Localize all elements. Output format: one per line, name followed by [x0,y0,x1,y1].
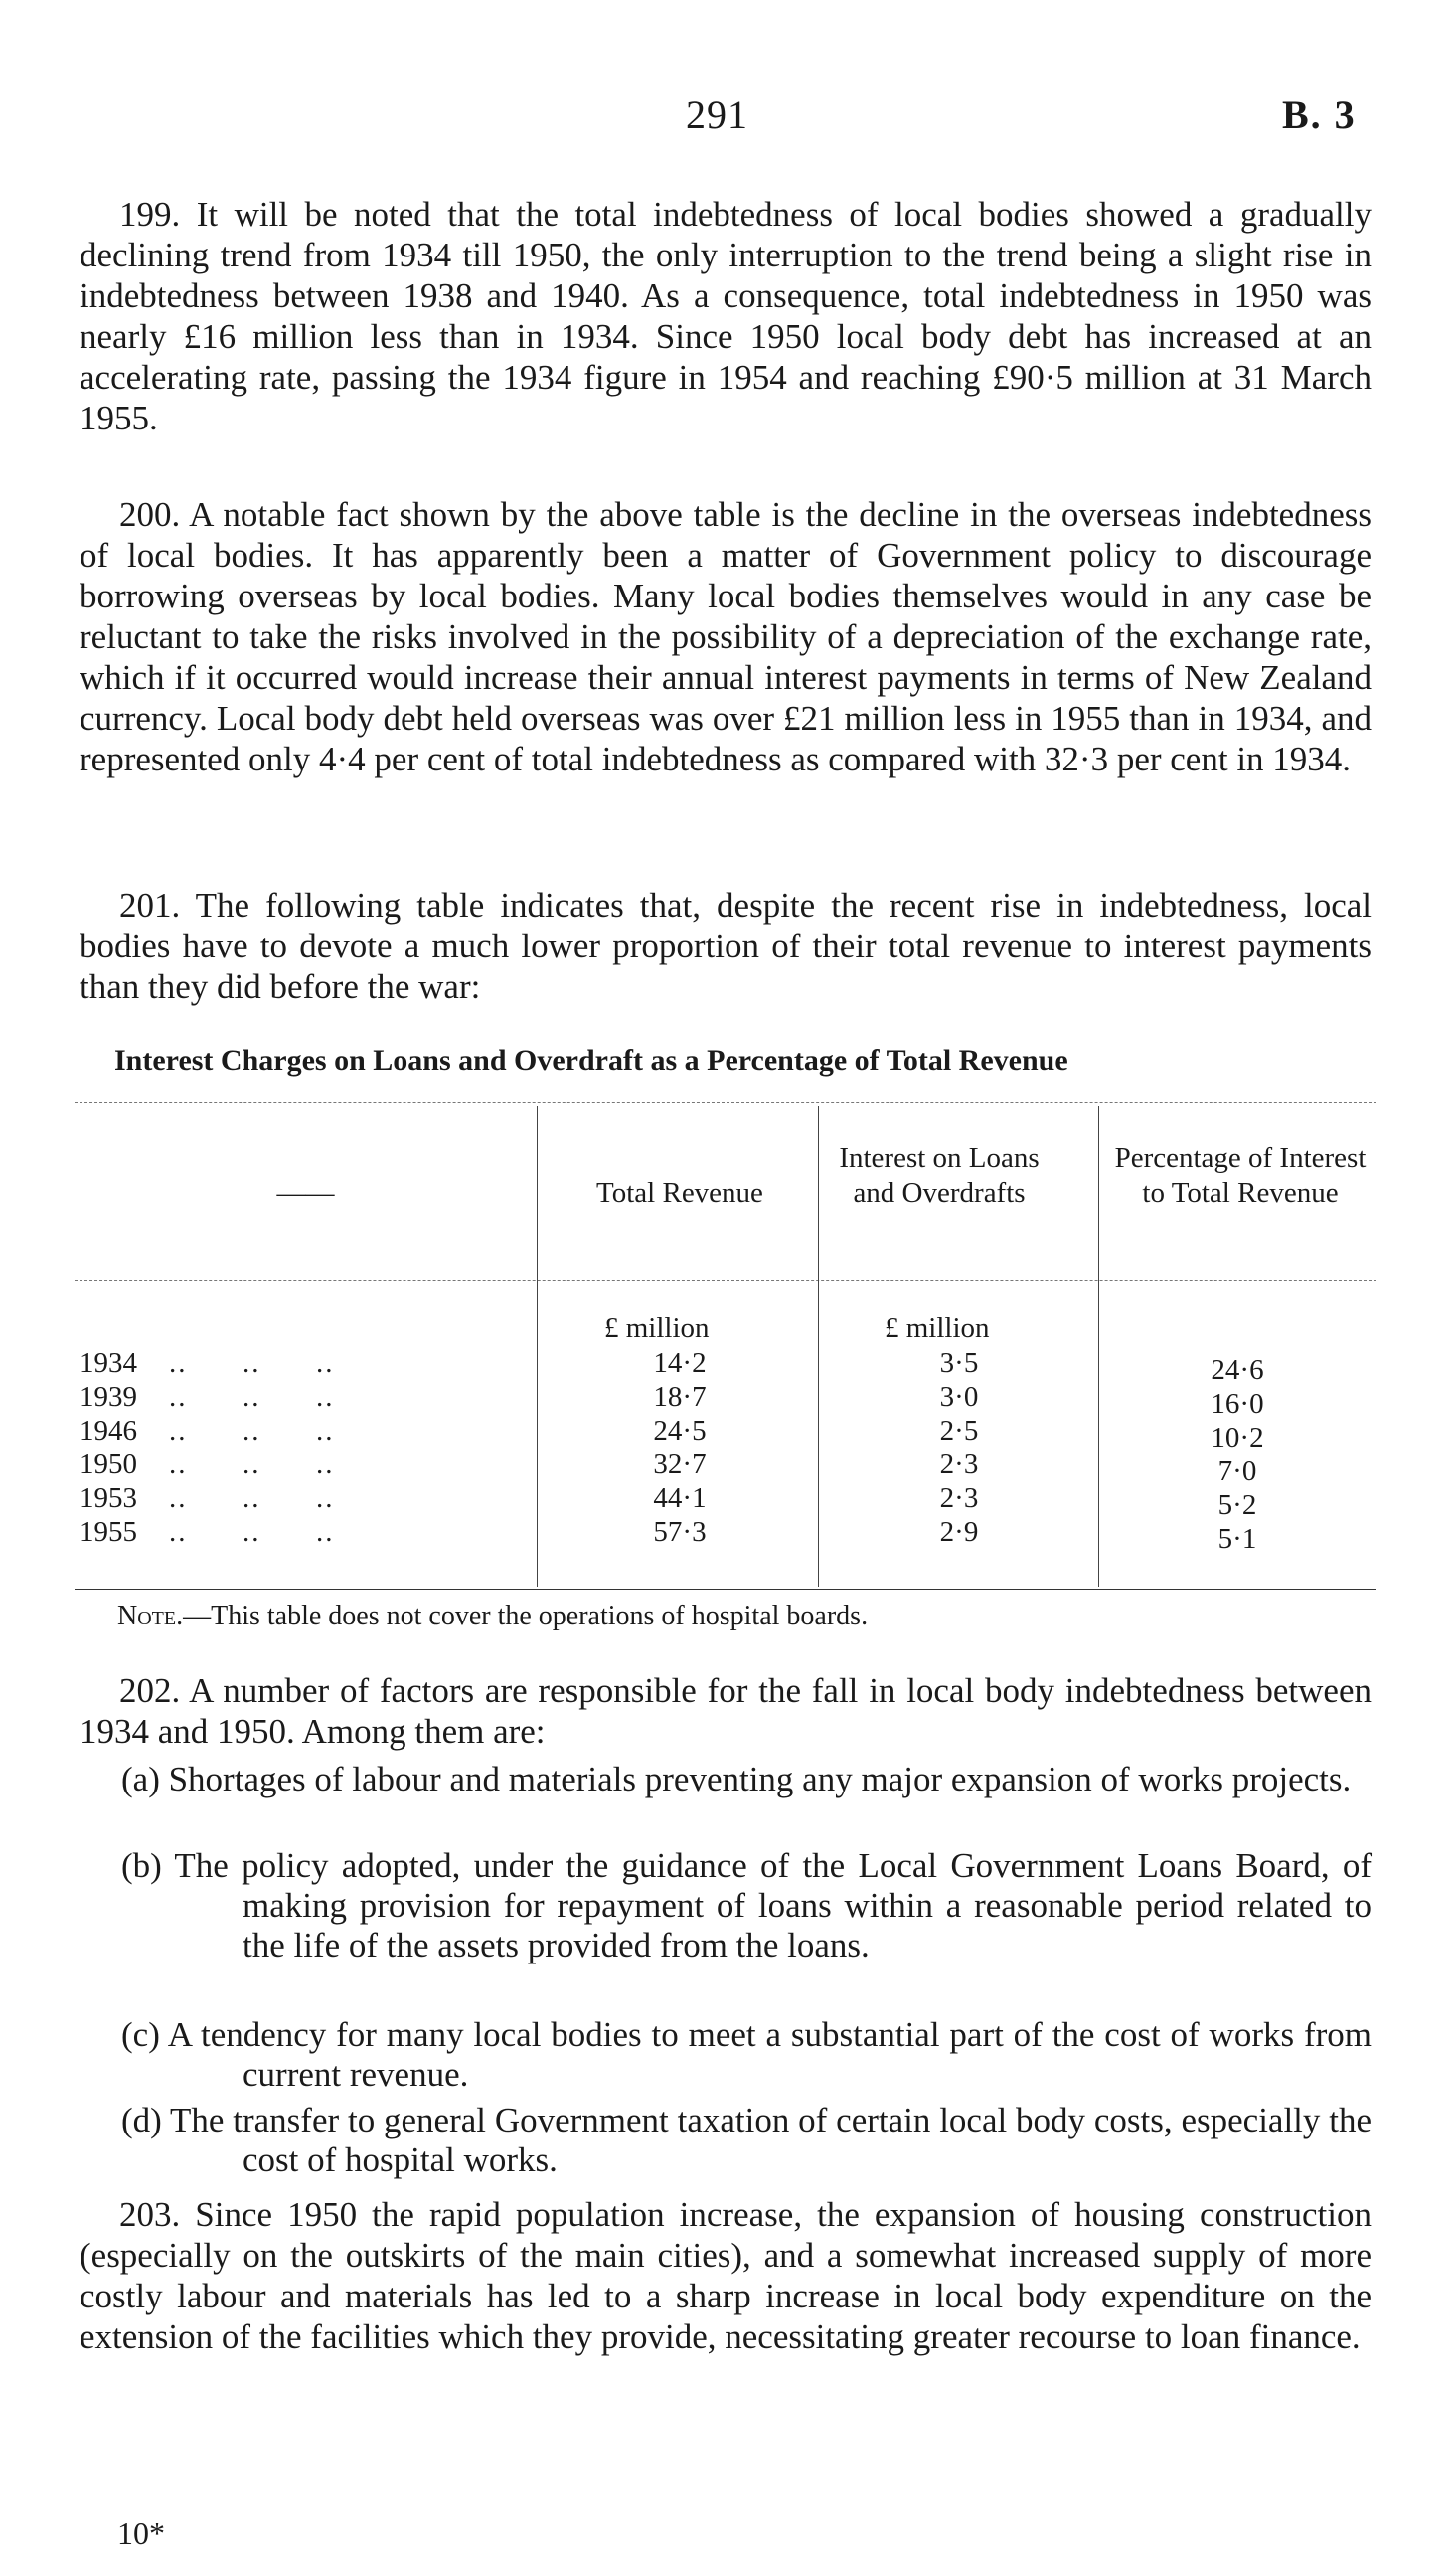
dot-leader: .. .. .. [169,1482,335,1514]
row-revenue: 44·1 [653,1482,707,1514]
row-revenue: 14·2 [653,1347,707,1379]
row-percentage: 7·0 [1217,1455,1257,1487]
factor-item: (a) Shortages of labour and materials preventing any major expansion of works projects. [121,1760,1352,1798]
paragraph-199: 199. It will be noted that the total indebtedness of local bodies showed a gradually declining trend from 1934 till 1950, the only interruption to the trend being a slight rise in indebtedness between 1938 and 1940. As a consequence, total indebtedness in 1950 was nearly £16 million less than in 1934. Since 1950 local body debt has increased at an accelerating rate, passing the 1934 figure in 1954 and reaching £90·5 million at 31 March 1955. [80,195,1372,437]
row-year: 1946 [80,1415,137,1447]
column-divider [1098,1106,1099,1587]
paragraph-201: 201. The following table indicates that, despite the recent rise in indebtedness, local bodies have to devote a much lower proportion of their total revenue to interest payments than they did before the war: [80,886,1372,1006]
dot-leader: .. .. .. [169,1449,335,1480]
table-header-rule [75,1280,1376,1281]
row-year: 1939 [80,1381,137,1413]
row-percentage: 5·2 [1217,1489,1257,1521]
footer-signature: 10* [117,2515,165,2551]
row-revenue: 32·7 [653,1449,707,1480]
row-interest: 2·3 [939,1482,979,1514]
column-divider [818,1106,819,1587]
paragraph-203: 203. Since 1950 the rapid population increase, the expansion of housing construction (especially on the outskirts of the main cities), and a somewhat increased supply of more costly labour and materials has led to a sharp increase in local body expenditure on the extension of the facilities which they provide, necessitating greater recourse to loan finance. [80,2195,1372,2356]
table-title: Interest Charges on Loans and Overdraft as a Percentage of Total Revenue [114,1044,1068,1077]
table-note [117,1601,868,1632]
row-percentage: 24·6 [1211,1354,1264,1386]
table-bottom-rule [75,1589,1376,1590]
dot-leader: .. .. .. [169,1381,335,1413]
row-revenue: 57·3 [653,1516,707,1548]
row-year: 1953 [80,1482,137,1514]
row-percentage: 16·0 [1211,1388,1264,1420]
header-blank: —— [276,1177,335,1209]
dot-leader: .. .. .. [169,1516,335,1548]
factor-item: (d) The transfer to general Government taxation of certain local body costs, especially the cost of hospital works. [121,2101,1372,2179]
unit-interest: £ million [885,1312,990,1344]
row-revenue: 24·5 [653,1415,707,1447]
row-revenue: 18·7 [653,1381,707,1413]
document-reference: B. 3 [1282,92,1357,137]
row-interest: 3·0 [939,1381,979,1413]
row-year: 1950 [80,1449,137,1480]
note-label: Note. [117,1601,184,1631]
factor-item: (b) The policy adopted, under the guidance of the Local Government Loans Board, of making provision for repayment of loans within a reasonable period related to the life of the assets provided from the loans. [121,1846,1372,1964]
row-year: 1934 [80,1347,137,1379]
row-percentage: 5·1 [1217,1523,1257,1555]
dot-leader: .. .. .. [169,1415,335,1447]
paragraph-200: 200. A notable fact shown by the above table is the decline in the overseas indebtedness of local bodies. It has apparently been a matter of Government policy to discourage borrowing overseas by local bodies. Many local bodies themselves would in any case be reluctant to take the risks involved in the possibility of a depreciation of the exchange rate, which if it occurred would increase their annual interest payments in terms of New Zealand currency. Local body debt held overseas was over £21 million less in 1955 than in 1934, and represented only 4·4 per cent of total indebtedness as compared with 32·3 per cent in 1934. [80,495,1372,778]
header-interest: Interest on Loans and Overdrafts [839,1142,1040,1209]
table-top-rule [75,1102,1376,1103]
header-percentage: Percentage of Interest to Total Revenue [1114,1142,1367,1209]
row-interest: 2·5 [939,1415,979,1447]
column-divider [537,1106,538,1587]
factor-item: (c) A tendency for many local bodies to meet a substantial part of the cost of works from current revenue. [121,2015,1372,2094]
row-interest: 2·3 [939,1449,979,1480]
note-text: —This table does not cover the operations of hospital boards. [183,1601,869,1631]
row-percentage: 10·2 [1211,1422,1264,1453]
page-number: 291 [686,92,748,137]
unit-revenue: £ million [604,1312,710,1344]
header-total-revenue: Total Revenue [596,1177,763,1209]
paragraph-202: 202. A number of factors are responsible for the fall in local body indebtedness between 1934 and 1950. Among them are: [80,1671,1372,1751]
row-interest: 3·5 [939,1347,979,1379]
row-interest: 2·9 [939,1516,979,1548]
row-year: 1955 [80,1516,137,1548]
dot-leader: .. .. .. [169,1347,335,1379]
